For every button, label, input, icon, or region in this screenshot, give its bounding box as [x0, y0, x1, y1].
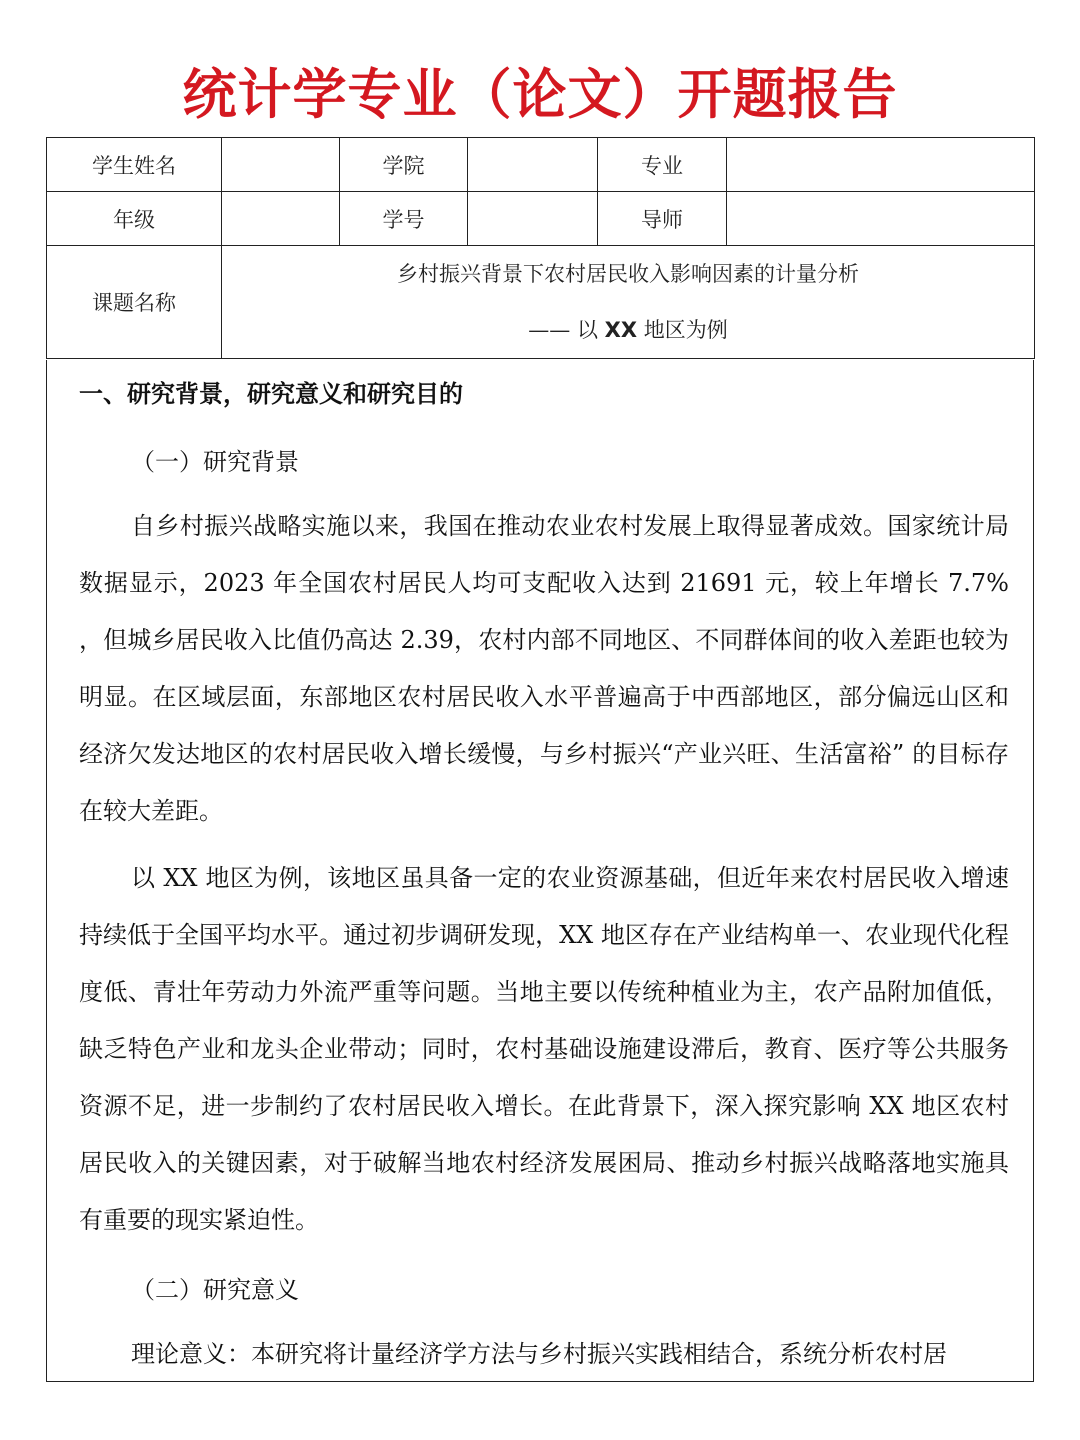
- document-title: 统计学专业（论文）开题报告: [182, 63, 898, 126]
- content-box: [46, 360, 1034, 1382]
- topic-title: 乡村振兴背景下农村居民收入影响因素的计量分析: [397, 262, 859, 286]
- student-id-label: 学号: [340, 192, 468, 246]
- subsection-heading-background: （一）研究背景: [131, 448, 299, 476]
- topic-label: 课题名称: [47, 246, 222, 359]
- info-row: [47, 138, 1035, 192]
- student-id-field[interactable]: [468, 192, 598, 246]
- section-heading: 一、研究背景，研究意义和研究目的: [79, 380, 463, 408]
- student-name-field[interactable]: [222, 138, 340, 192]
- topic-subtitle-prefix: —— 以: [528, 318, 605, 342]
- college-label: 学院: [340, 138, 468, 192]
- info-row: [47, 192, 1035, 246]
- subsection-heading-significance: （二）研究意义: [131, 1276, 299, 1304]
- major-label: 专业: [598, 138, 727, 192]
- college-field[interactable]: [468, 138, 598, 192]
- info-row: [47, 246, 1035, 359]
- student-name-label: 学生姓名: [47, 138, 222, 192]
- paragraph-background-2: 以 XX 地区为例，该地区虽具备一定的农业资源基础，但近年来农村居民收入增速持续低于全国平均水平。通过初步调研发现，XX 地区存在产业结构单一、农业现代化程度低、青壮年劳动力外流严重等问题。当地主要以传统种植业为主，农产品附加值低，缺乏特色产业和龙头企业带动；同时，农村基础设施建设滞后，教育、医疗等公共服务资源不足，进一步制约了农村居民收入增长。在此背景下，深入探究影响 XX 地区农村居民收入的关键因素，对于破解当地农村经济发展困局、推动乡村振兴战略落地实施具有重要的现实紧迫性。: [79, 864, 1009, 1234]
- grade-label: 年级: [47, 192, 222, 246]
- paragraph-background-1: 自乡村振兴战略实施以来，我国在推动农业农村发展上取得显著成效。国家统计局数据显示，2023 年全国农村居民人均可支配收入达到 21691 元，较上年增长 7.7% ，但城乡居民收入比值仍高达 2.39，农村内部不同地区、不同群体间的收入差距也较为明显。在区域层面，东部地区农村居民收入水平普遍高于中西部地区，部分偏远山区和经济欠发达地区的农村居民收入增长缓慢，与乡村振兴“产业兴旺、生活富裕” 的目标存在较大差距。: [79, 512, 1009, 825]
- topic-cell: [222, 246, 1035, 359]
- advisor-label: 导师: [598, 192, 727, 246]
- advisor-field[interactable]: [727, 192, 1035, 246]
- paragraph-significance: 理论意义：本研究将计量经济学方法与乡村振兴实践相结合，系统分析农村居: [131, 1340, 947, 1368]
- major-field[interactable]: [727, 138, 1035, 192]
- topic-subtitle: [222, 302, 1034, 358]
- topic-region: XX: [604, 318, 638, 342]
- info-table: [46, 137, 1035, 359]
- topic-subtitle-suffix: 地区为例: [637, 318, 728, 342]
- grade-field[interactable]: [222, 192, 340, 246]
